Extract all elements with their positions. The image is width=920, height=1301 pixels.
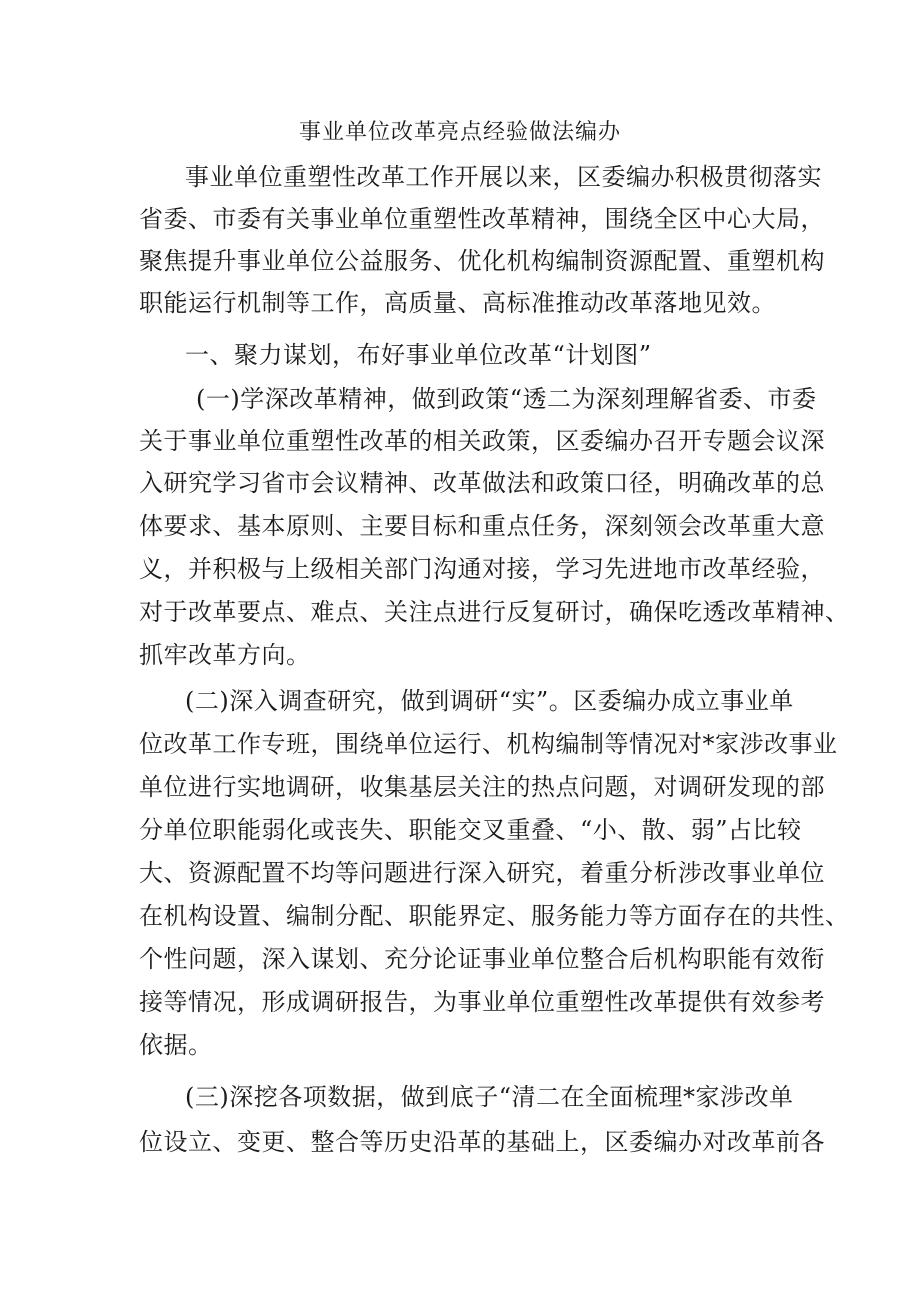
paragraph-line: 事业单位重塑性改革工作开展以来，区委编办积极贯彻落实 [185, 163, 822, 191]
paragraph-line: 单位进行实地调研，收集基层关注的热点问题，对调研发现的部 [139, 773, 825, 801]
paragraph-line: 个性问题，深入谋划、充分论证事业单位整合后机构职能有效衔 [139, 945, 825, 973]
paragraph-line: 在机构设置、编制分配、职能界定、服务能力等方面存在的共性、 [139, 902, 850, 930]
paragraph-line: 义，并积极与上级相关部门沟通对接，学习先进地市改革经验， [139, 555, 825, 583]
document-title: 事业单位改革亮点经验做法编办 [298, 120, 621, 145]
paragraph-line: 接等情况，形成调研报告，为事业单位重塑性改革提供有效参考 [139, 988, 825, 1016]
paragraph-line: 抓牢改革方向。 [139, 641, 311, 669]
paragraph-line: 对于改革要点、难点、关注点进行反复研讨，确保吃透改革精神、 [139, 598, 850, 626]
paragraph-line: 省委、市委有关事业单位重塑性改革精神，围绕全区中心大局， [139, 205, 825, 233]
paragraph-line: 聚焦提升事业单位公益服务、优化机构编制资源配置、重塑机构 [139, 247, 825, 275]
paragraph-line: 位改革工作专班，围绕单位运行、机构编制等情况对*家涉改事业 [139, 730, 838, 758]
paragraph-line: 依据。 [139, 1031, 213, 1059]
section-heading: 一、聚力谋划，布好事业单位改革“计划图” [185, 341, 652, 369]
paragraph-line: 分单位职能弱化或丧失、职能交叉重叠、“小、散、弱”占比较 [139, 816, 802, 844]
paragraph-line: 体要求、基本原则、主要目标和重点任务，深刻领会改革重大意 [139, 512, 825, 540]
paragraph-line: (二)深入调查研究，做到调研“实”。区委编办成立事业单 [185, 687, 794, 715]
paragraph-line: 关于事业单位重塑性改革的相关政策，区委编办召开专题会议深 [139, 427, 825, 455]
paragraph-line: 大、资源配置不均等问题进行深入研究，着重分析涉改事业单位 [139, 859, 825, 887]
paragraph-line: (一)学深改革精神，做到政策“透二为深刻理解省委、市委 [196, 385, 817, 413]
paragraph-line: 位设立、变更、整合等历史沿革的基础上，区委编办对改革前各 [139, 1128, 825, 1156]
paragraph-line: 职能运行机制等工作，高质量、高标准推动改革落地见效。 [139, 289, 776, 317]
paragraph-line: (三)深挖各项数据，做到底子“清二在全面梳理*家涉改单 [185, 1083, 794, 1111]
paragraph-line: 入研究学习省市会议精神、改革做法和政策口径，明确改革的总 [139, 469, 825, 497]
